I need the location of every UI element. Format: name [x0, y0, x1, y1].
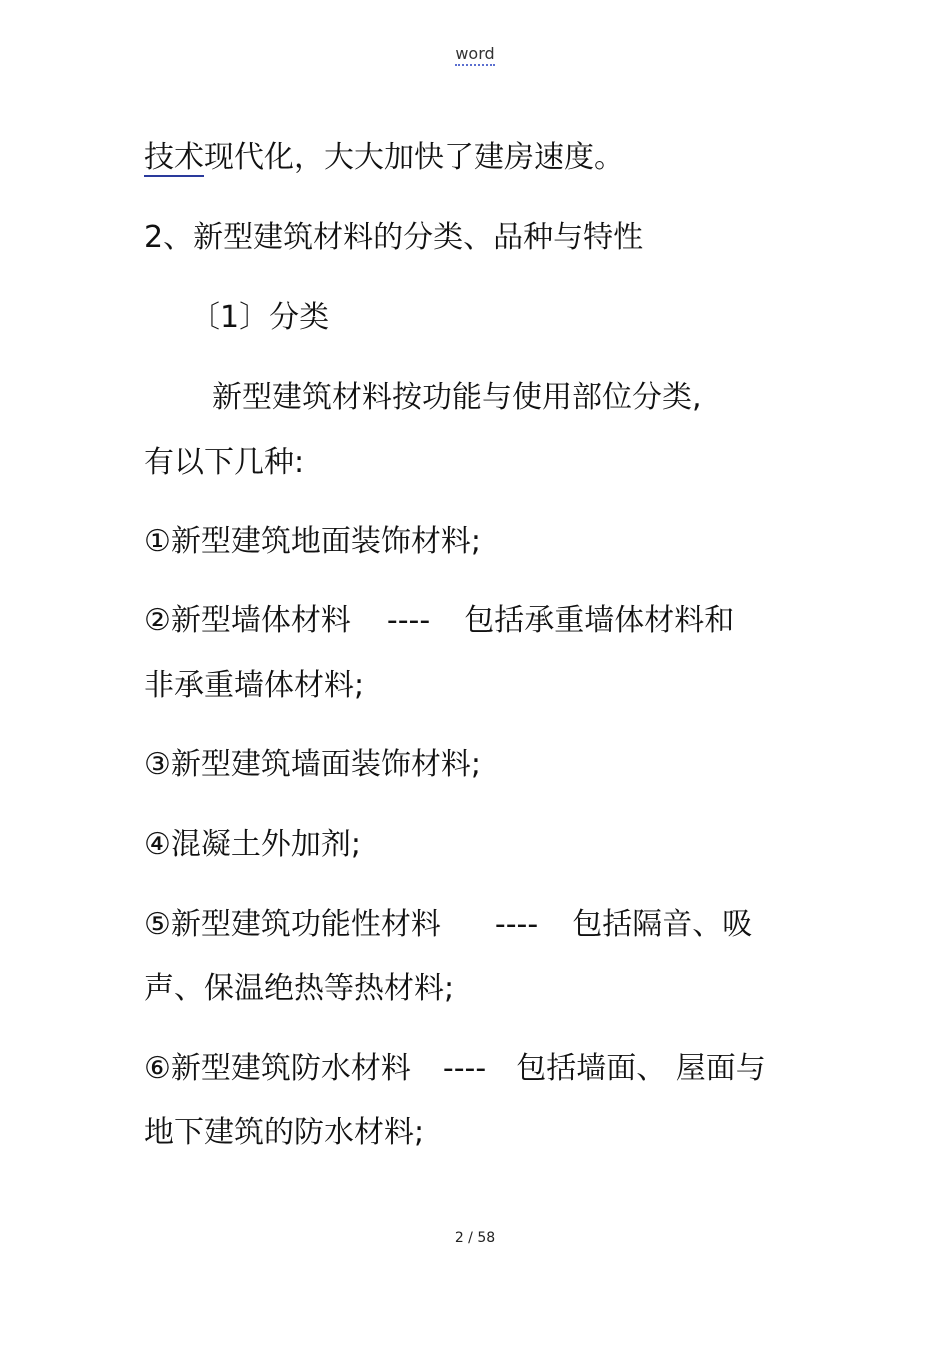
- text-run: 包括承重墙体材料和: [464, 603, 735, 638]
- text-run: ⑤新型建筑功能性材料: [144, 907, 441, 942]
- paragraph-line: 新型建筑材料按功能与使用部位分类,: [212, 380, 702, 415]
- list-item-continued: 非承重墙体材料;: [144, 668, 365, 703]
- list-item: ④混凝土外加剂;: [144, 827, 362, 862]
- list-item: [144, 601, 734, 641]
- underlined-word: 技术: [144, 140, 204, 175]
- text-run: 包括墙面、 屋面与: [516, 1051, 766, 1086]
- dash-run: ----: [442, 1051, 487, 1086]
- section-heading: 2、新型建筑材料的分类、品种与特性: [144, 220, 644, 255]
- text-run: ⑥新型建筑防水材料: [144, 1051, 411, 1086]
- paragraph-line: 有以下几种:: [144, 445, 305, 480]
- subsection-heading: 〔1〕分类: [190, 300, 330, 335]
- list-item-continued: 声、保温绝热等热材料;: [144, 971, 455, 1006]
- page-number: 2 / 58: [454, 1230, 496, 1246]
- text-run: 包括隔音、吸: [572, 907, 753, 942]
- list-item: ①新型建筑地面装饰材料;: [144, 524, 482, 559]
- text-run: ②新型墙体材料: [144, 603, 351, 638]
- dash-run: ----: [386, 603, 431, 638]
- paragraph-line: [144, 138, 624, 178]
- page-header: [0, 44, 950, 63]
- dash-run: ----: [494, 907, 539, 942]
- text-run: 现代化，大大加快了建房速度。: [204, 140, 624, 175]
- list-item: ③新型建筑墙面装饰材料;: [144, 747, 482, 782]
- header-text: word: [455, 44, 494, 66]
- list-item: [144, 905, 752, 945]
- list-item: [144, 1049, 766, 1089]
- list-item-continued: 地下建筑的防水材料;: [144, 1115, 425, 1150]
